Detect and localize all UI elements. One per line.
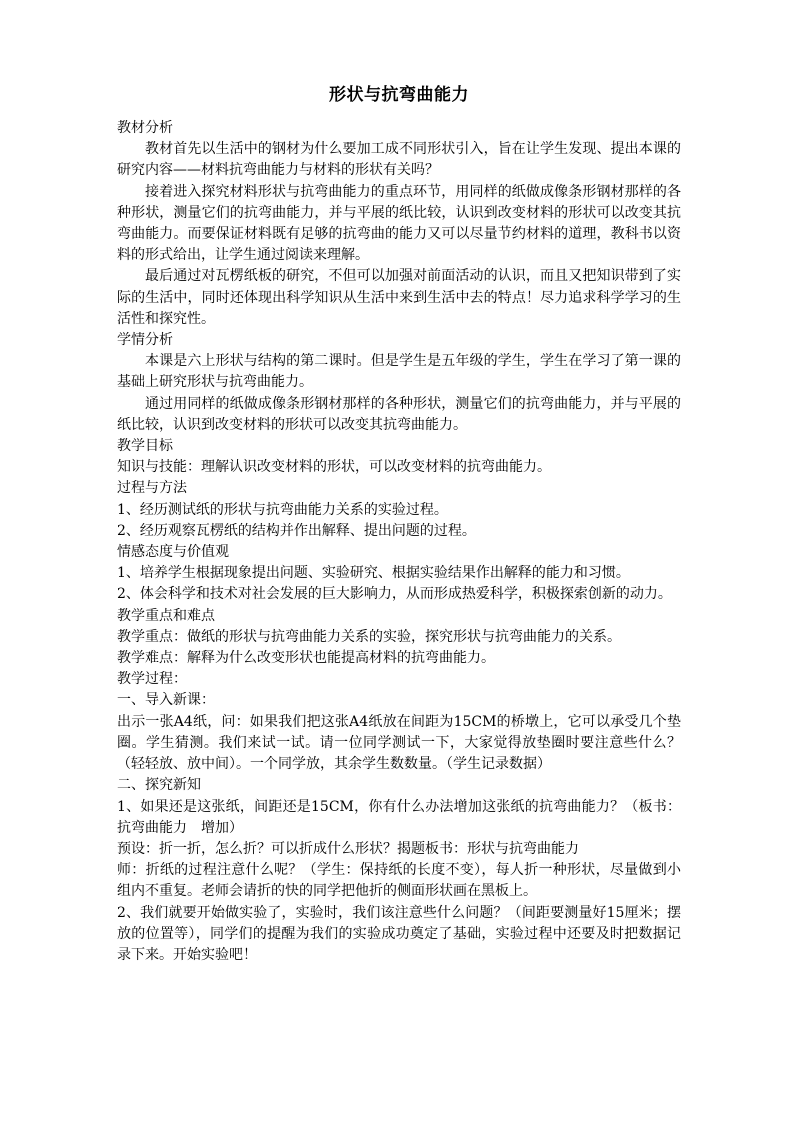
paragraph-students-1: 本课是六上形状与结构的第二课时。但是学生是五年级的学生，学生在学习了第一课的基础上研究形状与抗弯曲能力。: [117, 353, 681, 391]
goal-process-2: 2、经历观察瓦楞纸的结构并作出解释、提出问题的过程。: [117, 522, 476, 539]
paragraph-analysis-2: 接着进入探究材料形状与抗弯曲能力的重点环节，用同样的纸做成像条形钢材那样的各种形状，测量它们的抗弯曲能力，并与平展的纸比较，认识到改变材料的形状可以改变其抗弯曲能力。而要保证材料既有足够的抗弯曲的能力又可以尽量节约材料的道理，教科书以资料的形式给出，让学生通过阅读来理解。: [117, 183, 681, 264]
goal-process-1: 1、经历测试纸的形状与抗弯曲能力关系的实验过程。: [117, 501, 448, 518]
paragraph-explore-presume: 预设：折一折，怎么折？可以折成什么形状？揭题板书：形状与抗弯曲能力: [117, 840, 579, 857]
key-point: 教学重点：做纸的形状与抗弯曲能力关系的实验，探究形状与抗弯曲能力的关系。: [117, 628, 621, 645]
paragraph-explore-1: 1、如果还是这张纸，间距还是15CM，你有什么办法增加这张纸的抗弯曲能力？（板书：抗弯曲能力 增加）: [117, 798, 681, 836]
paragraph-analysis-3: 最后通过对瓦楞纸板的研究，不但可以加强对前面活动的认识，而且又把知识带到了实际的生活中，同时还体现出科学知识从生活中来到生活中去的特点！尽力追求科学学习的生活性和探究性。: [117, 268, 681, 327]
subheading-intro: 一、导入新课：: [117, 692, 215, 709]
paragraph-intro: 出示一张A4纸，问：如果我们把这张A4纸放在间距为15CM的桥墩上，它可以承受几个垫圈。学生猜测。我们来试一试。请一位同学测试一下，大家觉得放垫圈时要注意些什么？（轻轻放、放中间）。一个同学放，其余学生数数量。（学生记录数据）: [117, 713, 681, 773]
subheading-explore: 二、探究新知: [117, 777, 201, 794]
paragraph-explore-teacher: 师：折纸的过程注意什么呢？（学生：保持纸的长度不变），每人折一种形状，尽量做到小组内不重复。老师会请折的快的同学把他折的侧面形状画在黑板上。: [117, 862, 681, 900]
goal-knowledge: 知识与技能：理解认识改变材料的形状，可以改变材料的抗弯曲能力。: [117, 459, 551, 476]
goal-emotion-1: 1、培养学生根据现象提出问题、实验研究、根据实验结果作出解释的能力和习惯。: [117, 565, 630, 582]
document-page: [117, 84, 681, 966]
subheading-process-method: 过程与方法: [117, 480, 187, 497]
section-heading-key-points: 教学重点和难点: [117, 607, 215, 624]
page-title: 形状与抗弯曲能力: [329, 85, 469, 105]
section-heading-process: 教学过程：: [117, 671, 187, 688]
section-heading-analysis: 教材分析: [117, 120, 173, 136]
paragraph-students-2: 通过用同样的纸做成像条形钢材那样的各种形状，测量它们的抗弯曲能力，并与平展的纸比较，认识到改变材料的形状可以改变其抗弯曲能力。: [117, 395, 681, 433]
subheading-emotion-values: 情感态度与价值观: [117, 544, 229, 561]
difficult-point: 教学难点：解释为什么改变形状也能提高材料的抗弯曲能力。: [117, 650, 495, 667]
goal-emotion-2: 2、体会科学和技术对社会发展的巨大影响力，从而形成热爱科学，积极探索创新的动力。: [117, 586, 672, 603]
paragraph-analysis-1: 教材首先以生活中的钢材为什么要加工成不同形状引入，旨在让学生发现、提出本课的研究内容——材料抗弯曲能力与材料的形状有关吗？: [117, 141, 681, 179]
section-heading-goals: 教学目标: [117, 438, 173, 455]
paragraph-explore-2: 2、我们就要开始做实验了，实验时，我们该注意些什么问题？（间距要测量好15厘米；摆放的位置等），同学们的提醒为我们的实验成功奠定了基础，实验过程中还要及时把数据记录下来。开始实验吧！: [117, 904, 681, 963]
section-heading-students: 学情分析: [117, 332, 173, 349]
